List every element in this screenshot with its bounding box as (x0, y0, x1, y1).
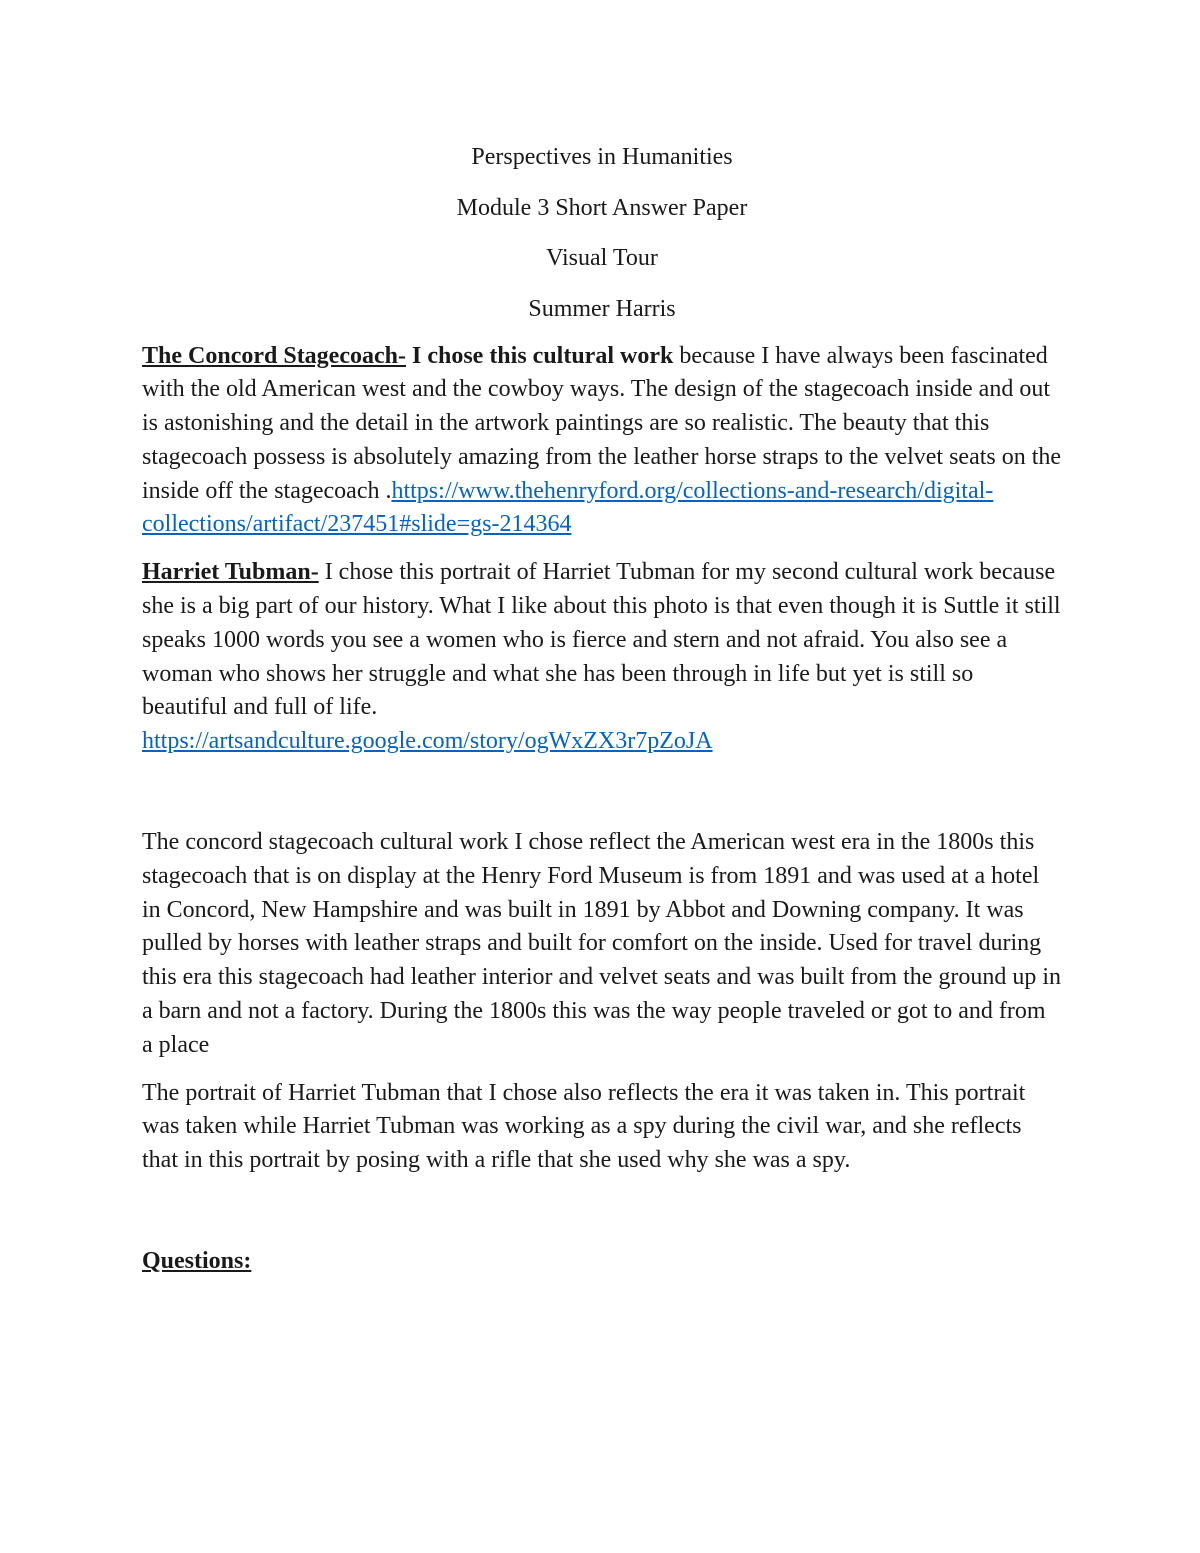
questions-heading: Questions: (142, 1248, 252, 1275)
document-page (142, 140, 1062, 1279)
assignment-title: Module 3 Short Answer Paper (456, 194, 748, 221)
author-name: Summer Harris (528, 295, 676, 322)
course-title: Perspectives in Humanities (471, 144, 733, 170)
work2-text: I chose this portrait of Harriet Tubman for my second cultural work because she is a big part of our history. What I like about this photo is that even though it is Suttle it still speaks 1000 words you see a women who is fierce and stern and not afraid. You also see a woman who shows her struggle and what she has been through in life but yet is still so beautiful and full of life. (142, 559, 1061, 721)
work2-paragraph (142, 556, 1062, 759)
work1-lead: I chose this cultural work (405, 342, 674, 369)
body-paragraph-3: The concord stagecoach cultural work I chose reflect the American west era in the 1800s this stagecoach that is on display at the Henry Ford Museum is from 1891 and was used at a hotel in Concord, New Hampshire and was built in 1891 by Abbot and Downing company. It was pulled by horses with leather straps and built for comfort on the inside. Used for travel during this era this stagecoach had leather interior and velvet seats and was built from the ground up in a barn and not a factory. During the 1800s this was the way people traveled or got to and from a place (142, 829, 1062, 1058)
work1-paragraph (142, 340, 1062, 543)
work2-title: Harriet Tubman- (142, 559, 319, 586)
work1-text: because I have always been fascinated with the old American west and the cowboy ways. The design of the stagecoach inside and out is astonishing and the detail in the artwork paintings are so realistic. The beauty that this stagecoach possess is absolutely amazing from the leather horse straps to the velvet seats on the inside off the stagecoach . (142, 342, 1062, 504)
body-paragraph-4: The portrait of Harriet Tubman that I chose also reflects the era it was taken in. This portrait was taken while Harriet Tubman was working as a spy during the civil war, and she reflects that in this portrait by posing with a rifle that she used why she was a spy. (142, 1079, 1026, 1174)
work1-title: The Concord Stagecoach- (142, 342, 406, 369)
topic-title: Visual Tour (546, 245, 658, 271)
work2-link[interactable]: https://artsandculture.google.com/story/ogWxZX3r7pZoJA (142, 728, 713, 755)
work1-link[interactable]: https://www.thehenryford.org/collections-and-research/digital-collections/artifact/237451#slide=gs-214364 (142, 477, 994, 538)
